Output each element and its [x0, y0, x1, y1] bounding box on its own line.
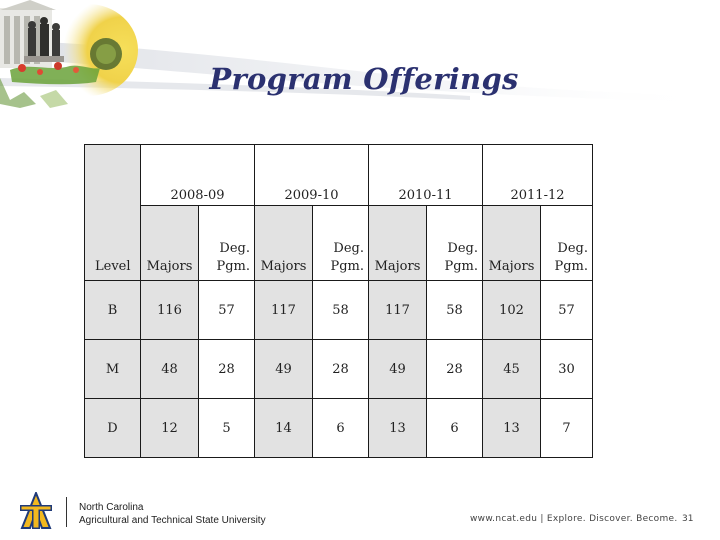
degree-program-column-header: Deg. Pgm. — [541, 206, 593, 281]
majors-cell: 14 — [255, 399, 313, 458]
degree-program-column-header: Deg. Pgm. — [427, 206, 483, 281]
degree-program-cell: 6 — [427, 399, 483, 458]
majors-cell: 49 — [255, 340, 313, 399]
year-header: 2008-09 — [141, 145, 255, 206]
degree-program-cell: 28 — [199, 340, 255, 399]
year-header: 2010-11 — [369, 145, 483, 206]
majors-column-header: Majors — [369, 206, 427, 281]
degree-program-column-header: Deg. Pgm. — [313, 206, 369, 281]
slide-title: Program Offerings — [209, 62, 519, 96]
degree-program-cell: 5 — [199, 399, 255, 458]
majors-column-header: Majors — [141, 206, 199, 281]
majors-column-header: Majors — [483, 206, 541, 281]
level-cell: D — [85, 399, 141, 458]
degree-program-cell: 57 — [541, 281, 593, 340]
majors-cell: 45 — [483, 340, 541, 399]
degree-program-cell: 30 — [541, 340, 593, 399]
level-header-top — [85, 145, 141, 206]
level-cell: M — [85, 340, 141, 399]
majors-cell: 102 — [483, 281, 541, 340]
majors-cell: 49 — [369, 340, 427, 399]
page-number: 31 — [682, 514, 694, 524]
year-header: 2009-10 — [255, 145, 369, 206]
degree-program-cell: 28 — [313, 340, 369, 399]
degree-program-cell: 58 — [313, 281, 369, 340]
table-row — [85, 340, 593, 399]
table-row — [85, 281, 593, 340]
majors-cell: 13 — [483, 399, 541, 458]
table-row — [85, 399, 593, 458]
level-cell: B — [85, 281, 141, 340]
majors-cell: 117 — [255, 281, 313, 340]
majors-column-header: Majors — [255, 206, 313, 281]
degree-program-cell: 6 — [313, 399, 369, 458]
degree-program-cell: 28 — [427, 340, 483, 399]
majors-cell: 13 — [369, 399, 427, 458]
level-column-header: Level — [85, 206, 141, 281]
majors-cell: 117 — [369, 281, 427, 340]
year-header: 2011-12 — [483, 145, 593, 206]
footer-tagline: www.ncat.edu | Explore. Discover. Become. — [470, 514, 678, 524]
university-logo-icon — [18, 492, 54, 530]
degree-program-column-header: Deg. Pgm. — [199, 206, 255, 281]
footer-divider — [66, 497, 67, 527]
program-offerings-table — [84, 144, 593, 458]
institution-name: North Carolina Agricultural and Technical State University — [79, 502, 266, 526]
degree-program-cell: 58 — [427, 281, 483, 340]
degree-program-cell: 7 — [541, 399, 593, 458]
degree-program-cell: 57 — [199, 281, 255, 340]
majors-cell: 48 — [141, 340, 199, 399]
majors-cell: 12 — [141, 399, 199, 458]
majors-cell: 116 — [141, 281, 199, 340]
